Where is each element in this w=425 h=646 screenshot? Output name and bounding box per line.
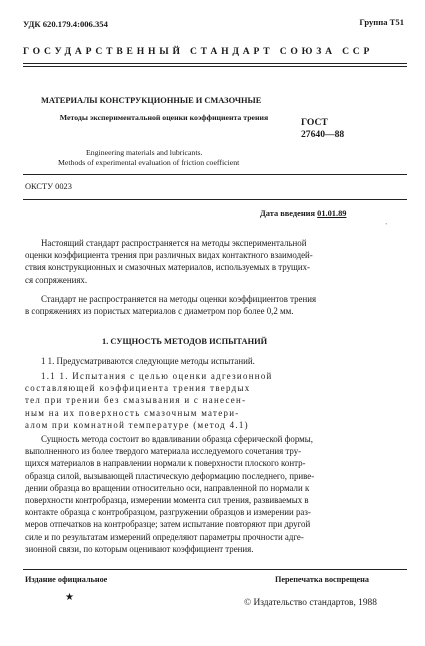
- paragraph-exclusion: [25, 293, 405, 317]
- english-title-line1: Engineering materials and lubricants.: [86, 148, 203, 157]
- gosstandart-heading: ГОСУДАРСТВЕННЫЙ СТАНДАРТ СОЮЗА ССР: [23, 46, 374, 57]
- english-title: [58, 148, 358, 168]
- copyright: © Издательство стандартов, 1988: [244, 598, 377, 608]
- header-rule-top: [23, 63, 407, 64]
- paragraph-line: в сопряжениях из пористых материалов с диаметром пор более 0,2 мм.: [25, 306, 294, 317]
- section-title: 1. СУЩНОСТЬ МЕТОДОВ ИСПЫТАНИЙ: [102, 337, 268, 346]
- official-edition: Издание официальное: [25, 575, 108, 584]
- group-code: Группа Т51: [359, 17, 404, 27]
- paragraph-line: меров отпечатков на контробразце; затем испытание повторяют при другой: [25, 519, 311, 530]
- okstu-divider: [23, 199, 407, 200]
- paragraph-line: выполненного из более твердого материала исследуемого сочетания тру-: [25, 446, 302, 457]
- footer-rule: [23, 569, 407, 570]
- paragraph-line: 1.1 1. Испытания с целью оценки адгезионной: [41, 371, 273, 381]
- intro-date-label: Дата введения: [260, 209, 316, 218]
- paragraph-line: образца силой, вызывающей пластическую деформацию последнего, приве-: [25, 470, 315, 481]
- paragraph-method-essence: [25, 433, 405, 555]
- document-subtitle: Методы экспериментальной оценки коэффициента трения: [59, 113, 269, 122]
- reprint-prohibited: Перепечатка воспрещена: [275, 575, 369, 584]
- paragraph-line: тел при трении без смазывания и с нанесен-: [25, 395, 247, 406]
- gost-number: 27640—88: [301, 129, 345, 140]
- paragraph-line: алом при комнатной температуре (метод 4.1): [25, 419, 249, 430]
- paragraph-line: контакте образца с контробразцом, разгружении образцов и измерении раз-: [25, 507, 311, 518]
- paragraph-line: ным на их поверхность смазочным матери-: [25, 407, 240, 418]
- english-title-line2: Methods of experimental evaluation of friction coefficient: [58, 158, 240, 167]
- paragraph-line: 1 1. Предусматриваются следующие методы испытаний.: [41, 356, 255, 366]
- header-rule-bottom: [23, 66, 407, 67]
- paragraph-line: щихся материалов в направлении нормали к поверхности плоского контр-: [25, 458, 306, 469]
- paragraph-line: дении образца во вращении относительно оси, направленной по нормали к: [25, 482, 310, 493]
- paragraph-methods: [25, 355, 405, 367]
- paragraph-line: оценки коэффициента трения при различных видах контактного взаимодей-: [25, 250, 313, 261]
- paragraph-line: силе и по результатам измерений определяют параметры прочности адге-: [25, 531, 304, 542]
- paragraph-line: Стандарт не распространяется на методы оценки коэффициентов трения: [41, 294, 317, 304]
- paragraph-line: составляющей коэффициента трения твердых: [25, 383, 251, 394]
- paragraph-line: ствия конструкционных и смазочных материалов, используемых в трущих-: [25, 262, 311, 273]
- document-title: МАТЕРИАЛЫ КОНСТРУКЦИОННЫЕ И СМАЗОЧНЫЕ: [41, 96, 262, 105]
- paragraph-line: Сущность метода состоит во вдавливании образца сферической формы,: [41, 434, 313, 444]
- paragraph-scope: [25, 237, 405, 286]
- paragraph-line: зионной связи, по которым оценивают коэффициент трения.: [25, 543, 254, 554]
- intro-date-value: 01.01.89: [317, 209, 347, 218]
- udk-code: УДК 620.179.4:006.354: [23, 19, 108, 29]
- gost-designation: [301, 117, 344, 141]
- stray-mark: ˋ: [385, 222, 388, 231]
- paragraph-line: поверхности контробразца, измерении момента сил трения, развиваемых в: [25, 495, 309, 506]
- intro-date: [260, 209, 346, 218]
- okstu-code: ОКСТУ 0023: [25, 182, 72, 191]
- gost-label: ГОСТ: [301, 117, 328, 128]
- paragraph-method-4-1: [25, 370, 405, 431]
- star-icon: ★: [65, 592, 74, 603]
- paragraph-line: ся сопряжениях.: [25, 274, 88, 285]
- title-divider: [23, 174, 407, 175]
- paragraph-line: Настоящий стандарт распространяется на методы экспериментальной: [41, 238, 307, 248]
